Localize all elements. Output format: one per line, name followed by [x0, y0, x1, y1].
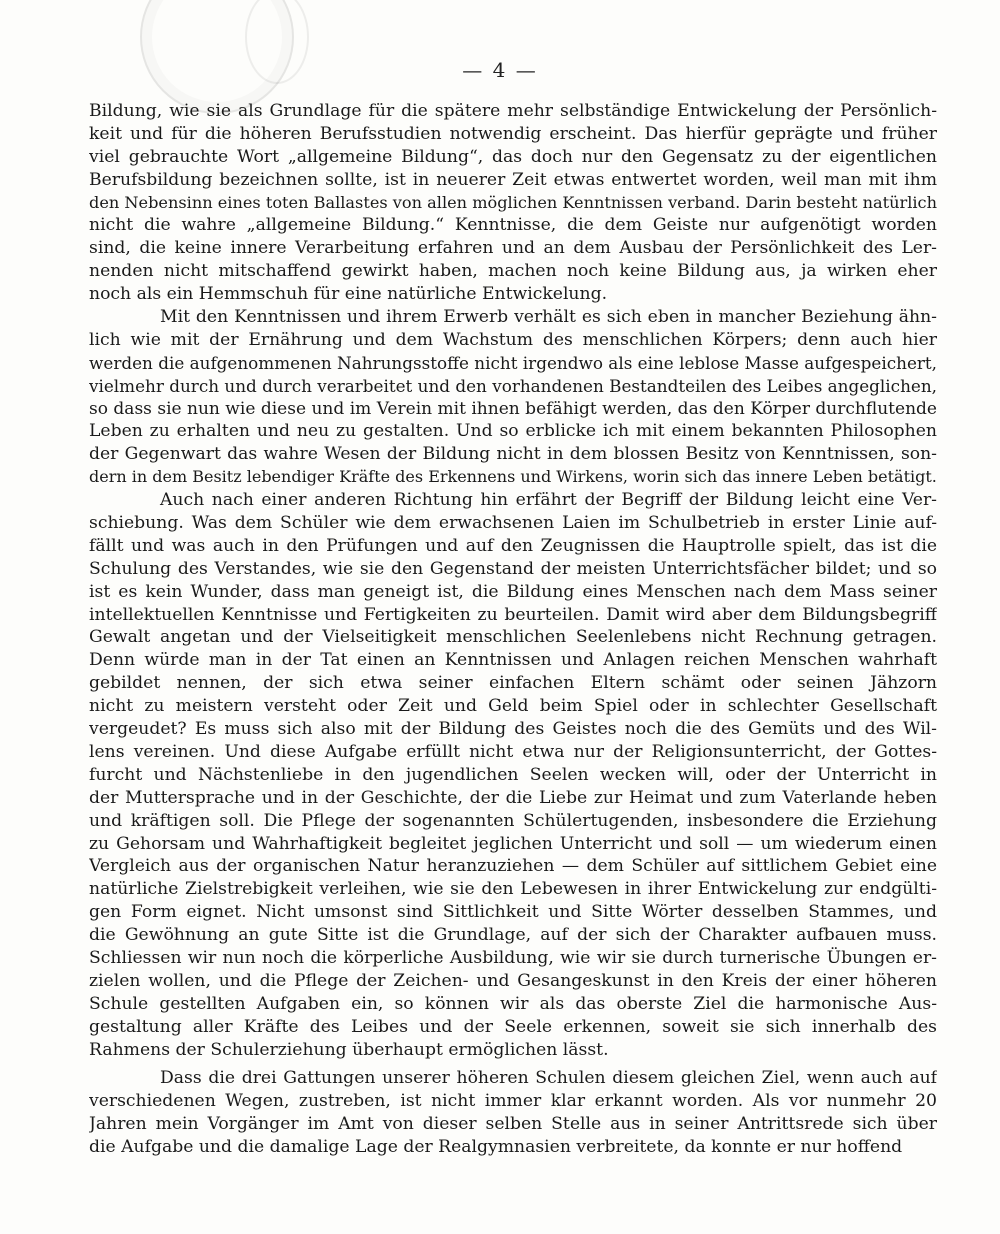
- text-line: fällt und was auch in den Prüfungen und auf den Zeugnissen die Hauptrolle spielt, das ist die: [89, 535, 937, 556]
- text-line: Gewalt angetan und der Vielseitigkeit menschlichen Seelenlebens nicht Rechnung getragen.: [89, 627, 937, 648]
- text-line: Jahren mein Vorgänger im Amt von dieser selben Stelle aus in seiner Antrittsrede sich über: [89, 1114, 937, 1135]
- text-line: schiebung. Was dem Schüler wie dem erwachsenen Laien im Schulbetrieb in erster Linie auf-: [89, 513, 937, 534]
- text-line: Auch nach einer anderen Richtung hin erfährt der Begriff der Bildung leicht eine Ver-: [160, 490, 937, 511]
- text-line: lich wie mit der Ernährung und dem Wachstum des menschlichen Körpers; denn auch hier: [89, 329, 937, 350]
- text-line: ist es kein Wunder, dass man geneigt ist, die Bildung eines Menschen nach dem Mass seiner: [89, 581, 937, 602]
- text-line: zu Gehorsam und Wahrhaftigkeit begleitet jeglichen Unterricht und soll — um wiederum einen: [89, 833, 937, 854]
- body-text: [89, 100, 937, 1159]
- text-line: vergeudet? Es muss sich also mit der Bildung des Geistes noch die des Gemüts und des Wil-: [89, 719, 937, 740]
- text-line: der Gegenwart das wahre Wesen der Bildung nicht in dem blossen Besitz von Kenntnissen, son-: [89, 444, 937, 465]
- page-number: — 4 —: [462, 58, 538, 82]
- text-line: nicht zu meistern versteht oder Zeit und Geld beim Spiel oder in schlechter Gesellschaft: [89, 696, 937, 717]
- text-line: nenden nicht mitschaffend gewirkt haben, machen noch keine Bildung aus, ja wirken eher: [89, 261, 937, 282]
- text-line: gen Form eignet. Nicht umsonst sind Sittlichkeit und Sitte Wörter desselben Stammes, und: [89, 902, 937, 923]
- text-line: Leben zu erhalten und neu zu gestalten. Und so erblicke ich mit einem bekannten Philosophen: [89, 421, 937, 442]
- text-line: Schliessen wir nun noch die körperliche Ausbildung, wie wir sie durch turnerische Übungen er-: [89, 947, 937, 968]
- text-line: der Muttersprache und in der Geschichte, der die Liebe zur Heimat und zum Vaterlande heben: [89, 787, 937, 808]
- text-line: Denn würde man in der Tat einen an Kenntnissen und Anlagen reichen Menschen wahrhaft: [89, 650, 937, 671]
- text-line: gestaltung aller Kräfte des Leibes und der Seele erkennen, soweit sie sich innerhalb des: [89, 1016, 937, 1037]
- text-line: vielmehr durch und durch verarbeitet und den vorhandenen Bestandteilen des Leibes angeglichen,: [89, 375, 937, 396]
- text-line: keit und für die höheren Berufsstudien notwendig erscheint. Das hierfür geprägte und früher: [89, 123, 937, 144]
- text-line: dern in dem Besitz lebendiger Kräfte des Erkennens und Wirkens, worin sich das innere Leben betätigt.: [89, 467, 937, 487]
- text-line: Rahmens der Schulerziehung überhaupt ermöglichen lässt.: [89, 1039, 609, 1060]
- text-line: nicht die wahre „allgemeine Bildung.“ Kenntnisse, die dem Geiste nur aufgenötigt worden: [89, 215, 937, 236]
- text-line: Dass die drei Gattungen unserer höheren Schulen diesem gleichen Ziel, wenn auch auf: [160, 1068, 937, 1089]
- text-line: Berufsbildung bezeichnen sollte, ist in neuerer Zeit etwas entwertet worden, weil man mit ihm: [89, 169, 937, 190]
- text-line: sind, die keine innere Verarbeitung erfahren und an dem Ausbau der Persönlichkeit des Ler-: [89, 238, 937, 259]
- paragraph: [89, 489, 937, 1061]
- text-line: Vergleich aus der organischen Natur heranzuziehen — dem Schüler auf sittlichem Gebiet eine: [89, 856, 937, 877]
- paragraph: [89, 100, 937, 306]
- text-line: viel gebrauchte Wort „allgemeine Bildung“, das doch nur den Gegensatz zu der eigentlichen: [89, 146, 937, 167]
- paragraph: [89, 1067, 937, 1159]
- paragraph: [89, 306, 937, 489]
- text-line: lens vereinen. Und diese Aufgabe erfüllt nicht etwa nur der Religionsunterricht, der Gottes-: [89, 741, 937, 762]
- text-line: und kräftigen soll. Die Pflege der sogenannten Schülertugenden, insbesondere die Erziehung: [89, 810, 937, 831]
- text-line: Mit den Kenntnissen und ihrem Erwerb verhält es sich eben in mancher Beziehung ähn-: [160, 307, 937, 328]
- text-line: die Gewöhnung an gute Sitte ist die Grundlage, auf der sich der Charakter aufbauen muss.: [89, 925, 937, 946]
- text-line: noch als ein Hemmschuh für eine natürliche Entwickelung.: [89, 284, 608, 305]
- text-line: Schule gestellten Aufgaben ein, so können wir als das oberste Ziel die harmonische Aus-: [89, 993, 937, 1014]
- text-line: Schulung des Verstandes, wie sie den Gegenstand der meisten Unterrichtsfächer bildet; und so: [89, 558, 937, 579]
- text-line: gebildet nennen, der sich etwa seiner einfachen Eltern schämt oder seinen Jähzorn: [89, 673, 937, 694]
- text-line: die Aufgabe und die damalige Lage der Realgymnasien verbreitete, da konnte er nur hoffend: [89, 1137, 903, 1158]
- text-line: verschiedenen Wegen, zustreben, ist nicht immer klar erkannt worden. Als vor nunmehr 20: [89, 1091, 937, 1112]
- text-line: zielen wollen, und die Pflege der Zeichen- und Gesangeskunst in den Kreis der einer höheren: [89, 970, 937, 991]
- text-line: natürliche Zielstrebigkeit verleihen, wie sie den Lebewesen in ihrer Entwickelung zur endgülti-: [89, 879, 937, 900]
- text-line: Bildung, wie sie als Grundlage für die spätere mehr selbständige Entwickelung der Persönlich-: [89, 101, 937, 121]
- text-line: intellektuellen Kenntnisse und Fertigkeiten zu beurteilen. Damit wird aber dem Bildungsbegriff: [89, 604, 937, 625]
- text-line: den Nebensinn eines toten Ballastes von allen möglichen Kenntnissen verband. Darin besteht natürlich: [89, 192, 937, 212]
- text-line: werden die aufgenommenen Nahrungsstoffe nicht irgendwo als eine leblose Masse aufgespeichert,: [89, 352, 937, 373]
- text-line: so dass sie nun wie diese und im Verein mit ihnen befähigt werden, das den Körper durchflutende: [89, 398, 937, 419]
- text-line: furcht und Nächstenliebe in den jugendlichen Seelen wecken will, oder der Unterricht in: [89, 764, 937, 785]
